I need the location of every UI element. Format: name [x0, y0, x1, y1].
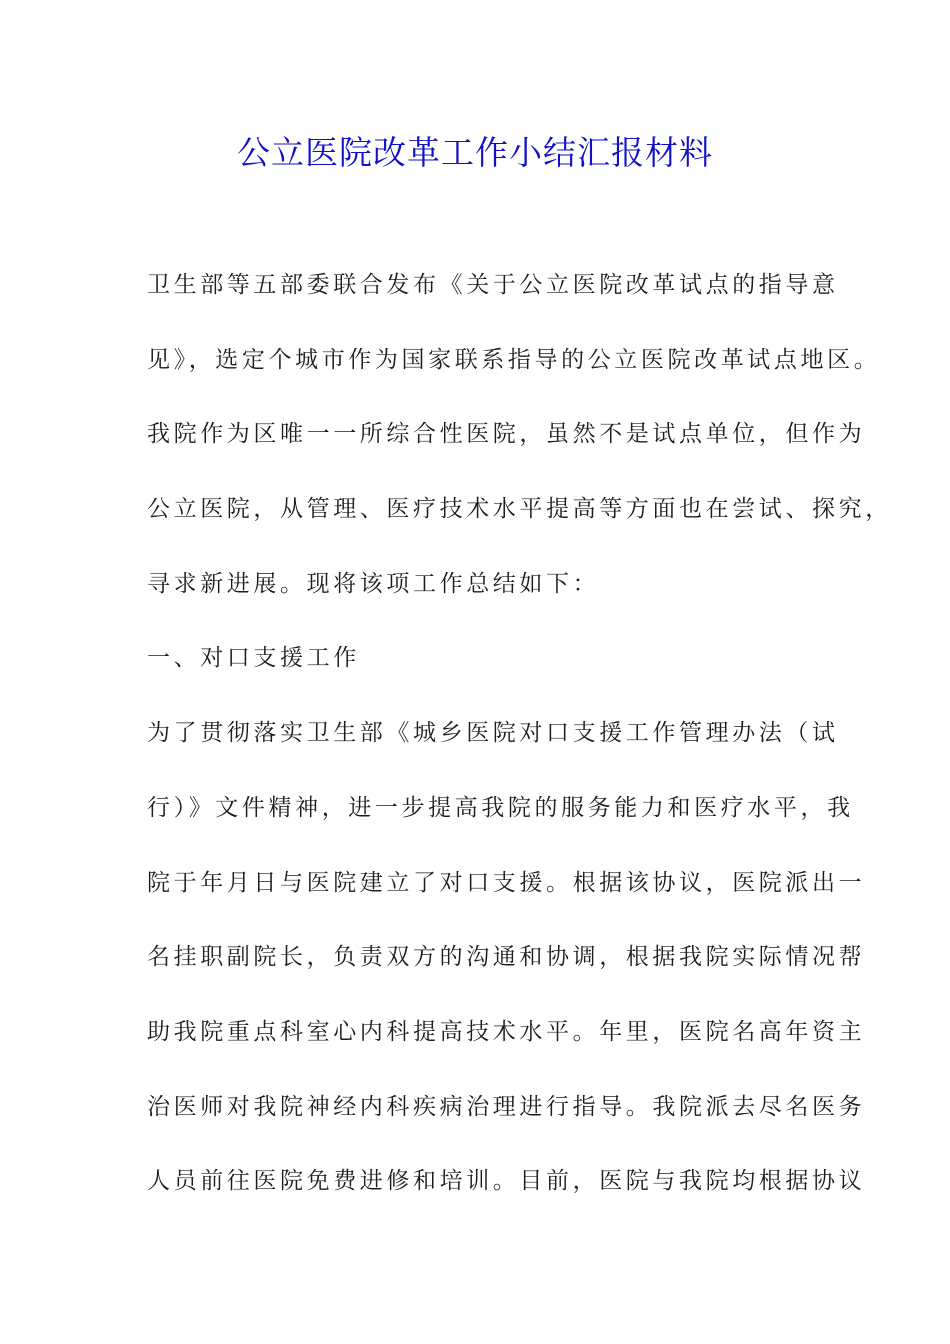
paragraph-line: 为了贯彻落实卫生部《城乡医院对口支援工作管理办法（试: [147, 720, 839, 747]
paragraph-line: 公立医院，从管理、医疗技术水平提高等方面也在尝试、探究，: [147, 496, 892, 523]
paragraph-line: 院于年月日与医院建立了对口支援。根据该协议，医院派出一: [147, 869, 866, 896]
paragraph-line: 卫生部等五部委联合发布《关于公立医院改革试点的指导意: [147, 272, 839, 298]
paragraph-line: 助我院重点科室心内科提高技术水平。年里，医院名高年资主: [147, 1018, 866, 1045]
paragraph-line: 见》，选定个城市作为国家联系指导的公立医院改革试点地区。: [147, 346, 881, 373]
paragraph-line: 名挂职副院长，负责双方的沟通和协调，根据我院实际情况帮: [147, 944, 866, 971]
document-title: 公立医院改革工作小结汇报材料: [237, 133, 713, 172]
section-heading: 一、对口支援工作: [147, 645, 360, 672]
document-body: [147, 263, 892, 1234]
paragraph-line: 我院作为区唯一一所综合性医院，虽然不是试点单位，但作为: [147, 421, 866, 448]
paragraph-line: 治医师对我院神经内科疾病治理进行指导。我院派去尽名医务: [147, 1093, 866, 1120]
paragraph-line: 人员前往医院免费进修和培训。目前，医院与我院均根据协议: [147, 1168, 866, 1195]
paragraph-line: 行）》文件精神，进一步提高我院的服务能力和医疗水平，我: [147, 794, 854, 821]
paragraph-line: 寻求新进展。现将该项工作总结如下：: [147, 570, 600, 597]
